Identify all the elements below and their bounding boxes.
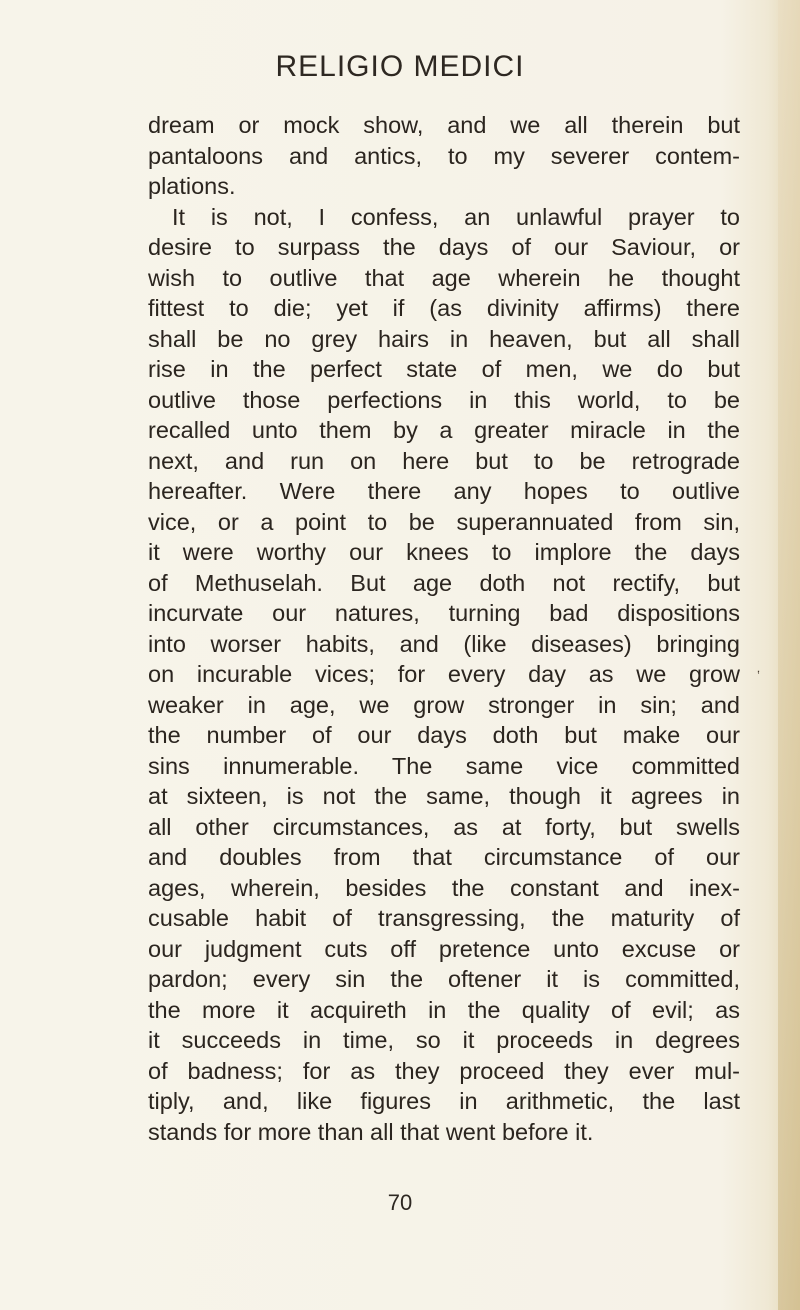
text-line: plations. [148, 173, 236, 199]
text-line: of badness; for as they proceed they ever mul- [148, 1057, 740, 1084]
text-line: next, and run on here but to be retrograde [148, 447, 740, 474]
text-line: at sixteen, is not the same, though it agrees in [148, 783, 740, 809]
text-line: the number of our days doth but make our [148, 722, 740, 748]
body-text [148, 110, 740, 1147]
text-line: pardon; every sin the oftener it is committed, [148, 966, 740, 992]
page-edge-stain [778, 0, 800, 1310]
text-line: tiply, and, like figures in arithmetic, the last [148, 1088, 740, 1114]
running-head: RELIGIO MEDICI [275, 50, 525, 83]
text-line: sins innumerable. The same vice committed [148, 752, 740, 779]
paragraph-start-line: It is not, I confess, an unlawful prayer to [172, 203, 740, 230]
text-line: and doubles from that circumstance of our [148, 844, 740, 870]
text-line: ages, wherein, besides the constant and inex- [148, 874, 740, 901]
text-line: wish to outlive that age wherein he thought [148, 264, 740, 291]
text-line: fittest to die; yet if (as divinity affirms) there [148, 295, 740, 321]
text-line: recalled unto them by a greater miracle in the [148, 417, 740, 443]
text-line: vice, or a point to be superannuated from sin, [148, 508, 740, 535]
text-line: rise in the perfect state of men, we do but [148, 356, 740, 382]
text-line: dream or mock show, and we all therein but [148, 112, 740, 138]
text-line: outlive those perfections in this world, to be [148, 386, 740, 413]
text-line: incurvate our natures, turning bad dispositions [148, 600, 740, 626]
margin-mark: ʽ [757, 668, 760, 683]
text-line: weaker in age, we grow stronger in sin; and [148, 691, 740, 718]
text-line: hereafter. Were there any hopes to outlive [148, 478, 740, 504]
text-line: desire to surpass the days of our Saviour, or [148, 234, 740, 260]
text-line: our judgment cuts off pretence unto excuse or [148, 935, 740, 962]
text-line: on incurable vices; for every day as we grow [148, 661, 740, 687]
text-line: all other circumstances, as at forty, but swells [148, 813, 740, 840]
text-line: the more it acquireth in the quality of evil; as [148, 996, 740, 1023]
text-line: into worser habits, and (like diseases) bringing [148, 630, 740, 657]
page-number: 70 [387, 1190, 413, 1215]
text-line: stands for more than all that went before it. [148, 1118, 594, 1145]
text-line: cusable habit of transgressing, the maturity of [148, 905, 740, 931]
text-line: shall be no grey hairs in heaven, but all shall [148, 325, 740, 352]
text-line: pantaloons and antics, to my severer contem- [148, 142, 740, 169]
text-line: it were worthy our knees to implore the days [148, 539, 740, 565]
text-line: of Methuselah. But age doth not rectify, but [148, 569, 740, 596]
text-line: it succeeds in time, so it proceeds in degrees [148, 1027, 740, 1053]
